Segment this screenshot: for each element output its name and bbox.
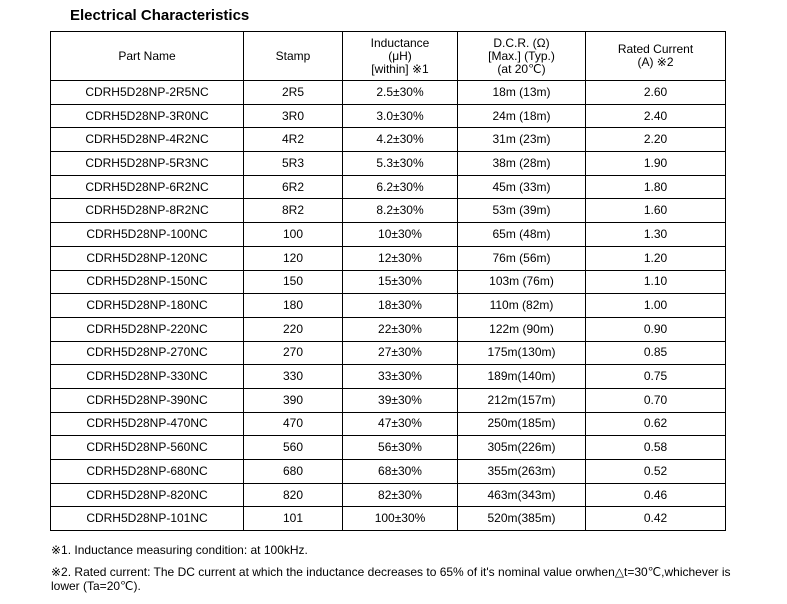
header-part-name: Part Name [51, 32, 244, 81]
cell-part-name: CDRH5D28NP-5R3NC [51, 152, 244, 176]
cell-rated-current: 1.00 [586, 294, 726, 318]
cell-dcr: 24m (18m) [458, 104, 586, 128]
cell-rated-current: 0.85 [586, 341, 726, 365]
cell-rated-current: 1.60 [586, 199, 726, 223]
header-dcr-line3: (at 20℃) [497, 61, 546, 76]
cell-dcr: 355m(263m) [458, 460, 586, 484]
cell-rated-current: 1.10 [586, 270, 726, 294]
cell-rated-current: 0.62 [586, 412, 726, 436]
table-row [51, 128, 726, 152]
header-inductance-line2: (μH) [388, 48, 412, 63]
cell-dcr: 305m(226m) [458, 436, 586, 460]
cell-stamp: 8R2 [244, 199, 343, 223]
table-row [51, 246, 726, 270]
table-body [51, 81, 726, 531]
header-dcr-line1: D.C.R. (Ω) [493, 35, 550, 50]
cell-dcr: 175m(130m) [458, 341, 586, 365]
cell-rated-current: 1.20 [586, 246, 726, 270]
cell-stamp: 5R3 [244, 152, 343, 176]
cell-inductance: 68±30% [343, 460, 458, 484]
cell-rated-current: 0.52 [586, 460, 726, 484]
table-row [51, 365, 726, 389]
table-row [51, 152, 726, 176]
cell-rated-current: 1.30 [586, 223, 726, 247]
cell-stamp: 330 [244, 365, 343, 389]
cell-inductance: 12±30% [343, 246, 458, 270]
table-row [51, 388, 726, 412]
cell-dcr: 520m(385m) [458, 507, 586, 531]
cell-dcr: 189m(140m) [458, 365, 586, 389]
cell-stamp: 150 [244, 270, 343, 294]
electrical-characteristics-table [50, 31, 726, 531]
cell-inductance: 18±30% [343, 294, 458, 318]
cell-inductance: 4.2±30% [343, 128, 458, 152]
cell-part-name: CDRH5D28NP-390NC [51, 388, 244, 412]
cell-rated-current: 0.75 [586, 365, 726, 389]
cell-inductance: 2.5±30% [343, 81, 458, 105]
header-rated-current [586, 32, 726, 81]
cell-inductance: 22±30% [343, 317, 458, 341]
header-inductance [343, 32, 458, 81]
cell-inductance: 33±30% [343, 365, 458, 389]
cell-dcr: 122m (90m) [458, 317, 586, 341]
section-title: Electrical Characteristics [70, 7, 250, 24]
cell-part-name: CDRH5D28NP-270NC [51, 341, 244, 365]
cell-inductance: 8.2±30% [343, 199, 458, 223]
cell-dcr: 18m (13m) [458, 81, 586, 105]
cell-rated-current: 0.46 [586, 483, 726, 507]
table-row [51, 436, 726, 460]
cell-inductance: 5.3±30% [343, 152, 458, 176]
cell-dcr: 110m (82m) [458, 294, 586, 318]
cell-stamp: 100 [244, 223, 343, 247]
cell-part-name: CDRH5D28NP-6R2NC [51, 175, 244, 199]
cell-part-name: CDRH5D28NP-101NC [51, 507, 244, 531]
cell-part-name: CDRH5D28NP-100NC [51, 223, 244, 247]
table-row [51, 483, 726, 507]
cell-inductance: 100±30% [343, 507, 458, 531]
cell-part-name: CDRH5D28NP-470NC [51, 412, 244, 436]
cell-dcr: 38m (28m) [458, 152, 586, 176]
table-header-row [51, 32, 726, 81]
cell-part-name: CDRH5D28NP-3R0NC [51, 104, 244, 128]
cell-stamp: 560 [244, 436, 343, 460]
note-inductance-condition: ※1. Inductance measuring condition: at 100kHz. [51, 543, 308, 557]
cell-dcr: 45m (33m) [458, 175, 586, 199]
header-inductance-line3: [within] ※1 [371, 61, 429, 76]
note-rated-current: ※2. Rated current: The DC current at which the inductance decreases to 65% of it's nominal value orwhen△t=30℃,whichever is lower (Ta=20℃). [51, 565, 731, 593]
table-row [51, 460, 726, 484]
cell-part-name: CDRH5D28NP-2R5NC [51, 81, 244, 105]
header-stamp: Stamp [244, 32, 343, 81]
cell-stamp: 820 [244, 483, 343, 507]
cell-part-name: CDRH5D28NP-330NC [51, 365, 244, 389]
cell-stamp: 470 [244, 412, 343, 436]
cell-rated-current: 1.90 [586, 152, 726, 176]
cell-dcr: 463m(343m) [458, 483, 586, 507]
cell-stamp: 6R2 [244, 175, 343, 199]
cell-rated-current: 2.60 [586, 81, 726, 105]
cell-inductance: 39±30% [343, 388, 458, 412]
header-inductance-line1: Inductance [370, 35, 430, 50]
table-row [51, 317, 726, 341]
cell-part-name: CDRH5D28NP-4R2NC [51, 128, 244, 152]
cell-part-name: CDRH5D28NP-150NC [51, 270, 244, 294]
cell-stamp: 2R5 [244, 81, 343, 105]
cell-rated-current: 0.58 [586, 436, 726, 460]
cell-part-name: CDRH5D28NP-820NC [51, 483, 244, 507]
cell-stamp: 4R2 [244, 128, 343, 152]
table-row [51, 175, 726, 199]
cell-part-name: CDRH5D28NP-180NC [51, 294, 244, 318]
cell-inductance: 27±30% [343, 341, 458, 365]
cell-dcr: 103m (76m) [458, 270, 586, 294]
cell-stamp: 680 [244, 460, 343, 484]
cell-dcr: 76m (56m) [458, 246, 586, 270]
cell-inductance: 10±30% [343, 223, 458, 247]
header-rated-current-line1: Rated Current [617, 42, 694, 56]
header-rated-current-line2: (A) ※2 [637, 55, 674, 69]
cell-rated-current: 1.80 [586, 175, 726, 199]
cell-dcr: 31m (23m) [458, 128, 586, 152]
table-row [51, 412, 726, 436]
cell-inductance: 3.0±30% [343, 104, 458, 128]
header-dcr [458, 32, 586, 81]
cell-inductance: 82±30% [343, 483, 458, 507]
cell-stamp: 3R0 [244, 104, 343, 128]
cell-rated-current: 0.42 [586, 507, 726, 531]
cell-inductance: 56±30% [343, 436, 458, 460]
cell-part-name: CDRH5D28NP-560NC [51, 436, 244, 460]
table-row [51, 223, 726, 247]
table-row [51, 199, 726, 223]
cell-inductance: 15±30% [343, 270, 458, 294]
cell-rated-current: 2.40 [586, 104, 726, 128]
cell-part-name: CDRH5D28NP-8R2NC [51, 199, 244, 223]
cell-stamp: 101 [244, 507, 343, 531]
header-dcr-line2: [Max.] (Typ.) [488, 48, 555, 63]
cell-stamp: 270 [244, 341, 343, 365]
cell-dcr: 65m (48m) [458, 223, 586, 247]
cell-part-name: CDRH5D28NP-680NC [51, 460, 244, 484]
table-row [51, 507, 726, 531]
cell-rated-current: 2.20 [586, 128, 726, 152]
cell-part-name: CDRH5D28NP-120NC [51, 246, 244, 270]
cell-inductance: 6.2±30% [343, 175, 458, 199]
cell-stamp: 390 [244, 388, 343, 412]
cell-inductance: 47±30% [343, 412, 458, 436]
cell-stamp: 120 [244, 246, 343, 270]
cell-dcr: 250m(185m) [458, 412, 586, 436]
table-row [51, 341, 726, 365]
table-row [51, 81, 726, 105]
cell-part-name: CDRH5D28NP-220NC [51, 317, 244, 341]
cell-rated-current: 0.90 [586, 317, 726, 341]
cell-dcr: 53m (39m) [458, 199, 586, 223]
table-row [51, 104, 726, 128]
cell-dcr: 212m(157m) [458, 388, 586, 412]
table-row [51, 270, 726, 294]
cell-rated-current: 0.70 [586, 388, 726, 412]
cell-stamp: 180 [244, 294, 343, 318]
table-row [51, 294, 726, 318]
cell-stamp: 220 [244, 317, 343, 341]
